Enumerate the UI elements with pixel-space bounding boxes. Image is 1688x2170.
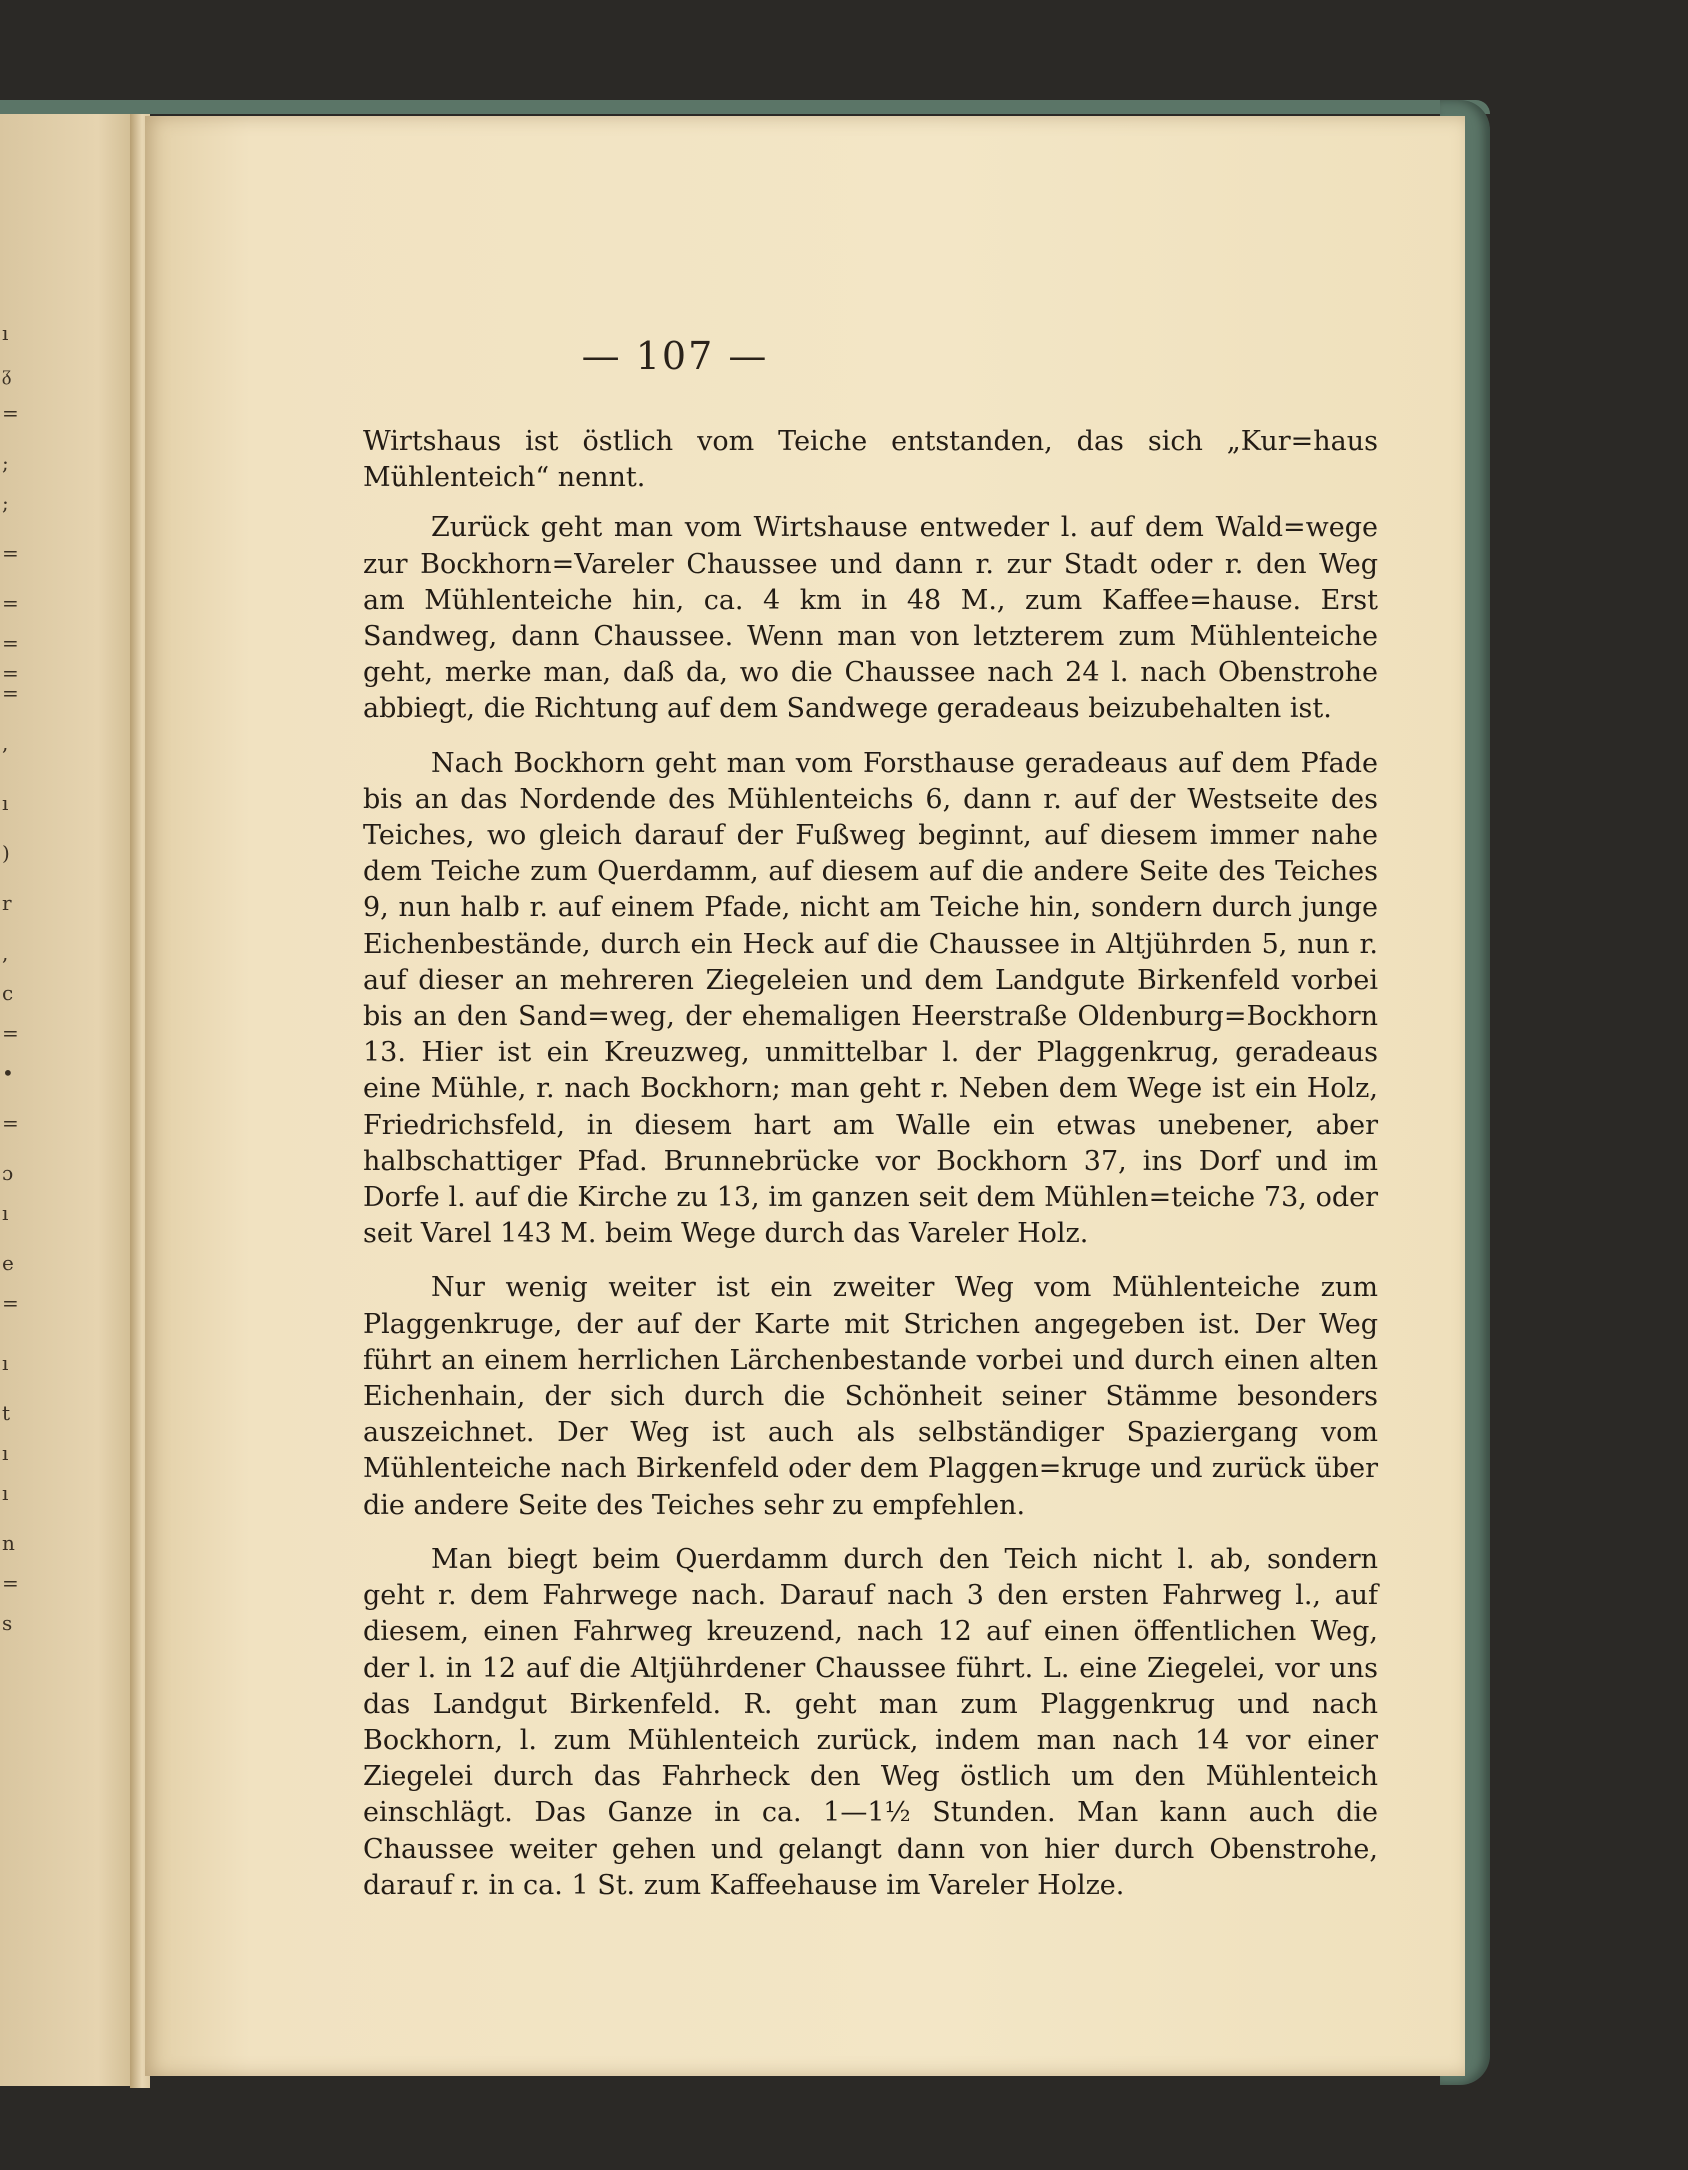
left-page-fragment: = bbox=[2, 1571, 19, 1595]
left-page-fragment: , bbox=[2, 731, 9, 755]
page-number: — 107 — bbox=[581, 334, 769, 378]
left-page-fragment: = bbox=[2, 591, 19, 615]
left-page-fragment: ; bbox=[2, 491, 9, 515]
left-page-fragment: = bbox=[2, 1111, 19, 1135]
left-page-fragment: ᵹ bbox=[2, 361, 12, 385]
left-page-fragment: ı bbox=[2, 791, 9, 815]
left-page-fragment: • bbox=[2, 1061, 14, 1085]
left-page-fragment: ı bbox=[2, 321, 9, 345]
left-page bbox=[0, 100, 140, 2086]
left-page-fragment: s bbox=[2, 1611, 13, 1635]
left-page-fragment: t bbox=[2, 1401, 11, 1425]
paragraph-3: Nach Bockhorn geht man vom Forsthause geradeaus auf dem Pfade bis an das Nordende des Mühlenteichs 6, dann r. auf der Westseite des Teiches, wo gleich darauf der Fußweg beginnt, auf diesem immer nahe dem Teiche zum Querdamm, auf diesem auf die andere Seite des Teiches 9, nun halb r. auf einem Pfade, nicht am Teiche hin, sondern durch junge Eichenbestände, durch ein Heck auf die Chaussee in Altjührden 5, nun r. auf dieser an mehreren Ziegeleien und dem Landgute Birkenfeld vorbei bis an den Sand=weg, der ehemaligen Heerstraße Oldenburg=Bockhorn 13. Hier ist ein Kreuzweg, unmittelbar l. der Plaggenkrug, geradeaus eine Mühle, r. nach Bockhorn; man geht r. Neben dem Wege ist ein Holz, Friedrichsfeld, in diesem hart am Walle ein etwas unebener, aber halbschattiger Pfad. Brunnebrücke vor Bockhorn 37, ins Dorf und im Dorfe l. auf die Kirche zu 13, im ganzen seit dem Mühlen=teiche 73, oder seit Varel 143 M. beim Wege durch das Vareler Holz. bbox=[363, 747, 1378, 1250]
left-page-fragment: = bbox=[2, 1291, 19, 1315]
left-page-fragment: r bbox=[2, 891, 12, 915]
left-page-fragment: = bbox=[2, 401, 19, 425]
left-page-fragment: ı bbox=[2, 1441, 9, 1465]
left-page-fragment: n bbox=[2, 1531, 15, 1555]
left-page-fragment: ı bbox=[2, 1351, 9, 1375]
paragraph-5: Man biegt beim Querdamm durch den Teich nicht l. ab, sondern geht r. dem Fahrwege nach. Darauf nach 3 den ersten Fahrweg l., auf diesem, einen Fahrweg kreuzend, nach 12 auf einen öffentlichen Weg, der l. in 12 auf die Altjührdener Chaussee führt. L. eine Ziegelei, vor uns das Landgut Birkenfeld. R. geht man zum Plaggenkrug und nach Bockhorn, l. zum Mühlenteich zurück, indem man nach 14 vor einer Ziegelei durch das Fahrheck den Weg östlich um den Mühlenteich einschlägt. Das Ganze in ca. 1—1½ Stunden. Man kann auch die Chaussee weiter gehen und gelangt dann von hier durch Obenstrohe, darauf r. in ca. 1 St. zum Kaffeehause im Vareler Holze. bbox=[363, 1543, 1378, 1901]
left-page-fragment: ; bbox=[2, 451, 9, 475]
left-page-fragment: = bbox=[2, 631, 19, 655]
left-page-fragment: ) bbox=[2, 841, 10, 865]
left-page-fragment: = bbox=[2, 541, 19, 565]
left-page-fragment: e bbox=[2, 1251, 14, 1275]
left-page-fragment: = bbox=[2, 661, 19, 685]
left-page-fragment: ı bbox=[2, 1201, 9, 1225]
book-page bbox=[145, 116, 1465, 2076]
left-page-fragment: ɔ bbox=[2, 1161, 14, 1185]
left-page-fragment: c bbox=[2, 981, 14, 1005]
left-page-fragment: , bbox=[2, 941, 9, 965]
left-page-fragment: = bbox=[2, 1021, 19, 1045]
left-page-fragment: = bbox=[2, 681, 19, 705]
paragraph-2: Zurück geht man vom Wirtshause entweder l. auf dem Wald=wege zur Bockhorn=Vareler Chaussee und dann r. zur Stadt oder r. den Weg am Mühlenteiche hin, ca. 4 km in 48 M., zum Kaffee=hause. Erst Sandweg, dann Chaussee. Wenn man von letzterem zum Mühlenteiche geht, merke man, daß da, wo die Chaussee nach 24 l. nach Obenstrohe abbiegt, die Richtung auf dem Sandwege geradeaus beizubehalten ist. bbox=[363, 512, 1378, 725]
paragraph-4: Nur wenig weiter ist ein zweiter Weg vom Mühlenteiche zum Plaggenkruge, der auf der Karte mit Strichen angegeben ist. Der Weg führt an einem herrlichen Lärchenbestande vorbei und durch einen alten Eichenhain, der sich durch die Schönheit seiner Stämme besonders auszeichnet. Der Weg ist auch als selbständiger Spaziergang vom Mühlenteiche nach Birkenfeld oder dem Plaggen=kruge und zurück über die andere Seite des Teiches sehr zu empfehlen. bbox=[363, 1272, 1378, 1521]
paragraph-1: Wirtshaus ist östlich vom Teiche entstanden, das sich „Kur=haus Mühlenteich“ nennt. bbox=[363, 426, 1378, 494]
left-page-fragment: ı bbox=[2, 1481, 9, 1505]
book-cover-top bbox=[0, 100, 1490, 114]
page-body-text bbox=[363, 424, 1378, 1904]
